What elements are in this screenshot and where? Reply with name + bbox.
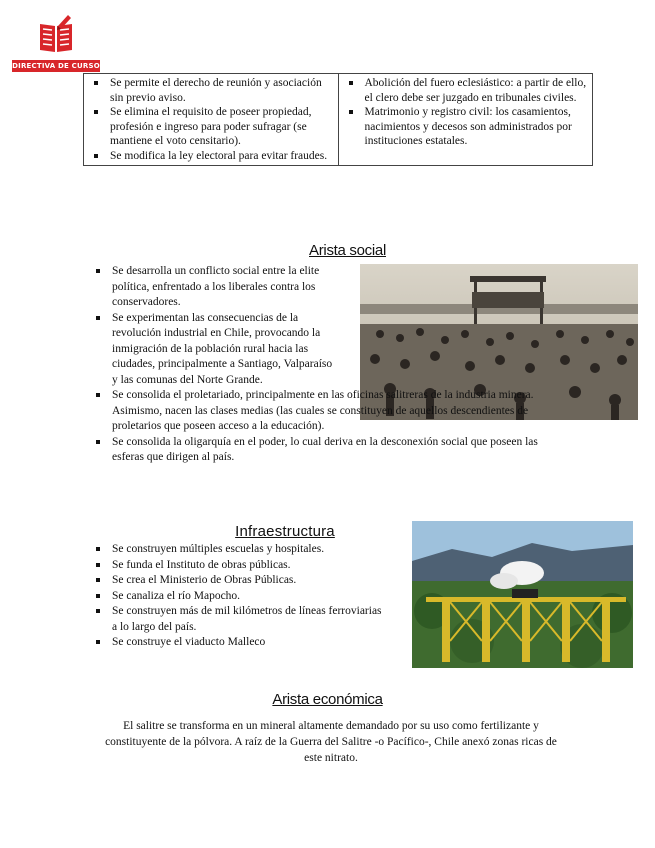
list-item: Matrimonio y registro civil: los casamientos, nacimientos y decesos son administrados por instituciones estatales. (343, 105, 589, 149)
list-item: Se modifica la ley electoral para evitar fraudes. (88, 149, 334, 164)
social-heading: Arista social (309, 242, 386, 259)
viaduct-photo (412, 521, 633, 668)
infra-heading: Infraestructura (235, 523, 335, 540)
list-item: Se construye el viaducto Malleco (90, 635, 385, 651)
list-item: Se elimina el requisito de poseer propiedad, profesión e ingreso para poder sufragar (se mantiene el voto censitario). (88, 105, 334, 149)
right-list (343, 76, 589, 149)
social-list (90, 264, 560, 466)
list-item: Se construyen más de mil kilómetros de líneas ferroviarias a lo largo del país. (90, 604, 385, 635)
list-item: Se consolida la oligarquía en el poder, lo cual deriva en la desconexión social que poseen las esferas que dirigen al país. (90, 435, 560, 466)
list-item: Se desarrolla un conflicto social entre la elite política, enfrentado a los liberales contra los conservadores. (90, 264, 354, 311)
economic-paragraph: El salitre se transforma en un mineral altamente demandado por su uso como fertilizante y constituyente de la pólvora. A raíz de la Guerra del Salitre -o Pacífico-, Chile anexó zonas ricas de este nitrato. (105, 720, 557, 764)
logo-label: DIRECTIVA DE CURSO (12, 62, 100, 70)
list-item: Abolición del fuero eclesiástico: a partir de ello, el clero debe ser juzgado en tribunales civiles. (343, 76, 589, 105)
list-item: Se consolida el proletariado, principalmente en las oficinas salitreras de la industria minera. Asimismo, nacen las clases medias (las cuales se constituyen de aquellos descendientes de proletarios que poseen acceso a la educación). (90, 388, 560, 435)
rights-table (83, 73, 593, 166)
book-pencil-icon (36, 14, 76, 54)
economic-heading: Arista económica (272, 691, 383, 708)
logo (12, 14, 100, 72)
list-item: Se crea el Ministerio de Obras Públicas. (90, 573, 385, 589)
table-cell-left (84, 74, 339, 166)
list-item: Se canaliza el río Mapocho. (90, 589, 385, 605)
list-item: Se experimentan las consecuencias de la revolución industrial en Chile, provocando la inmigración de la población rural hacia las ciudades, principalmente a Santiago, Valparaíso y las comunas del Norte Grande. (90, 311, 337, 389)
list-item: Se permite el derecho de reunión y asociación sin previo aviso. (88, 76, 334, 105)
list-item: Se construyen múltiples escuelas y hospitales. (90, 542, 385, 558)
table-cell-right (338, 74, 593, 166)
list-item: Se funda el Instituto de obras públicas. (90, 558, 385, 574)
infra-list (90, 542, 385, 651)
left-list (88, 76, 334, 163)
